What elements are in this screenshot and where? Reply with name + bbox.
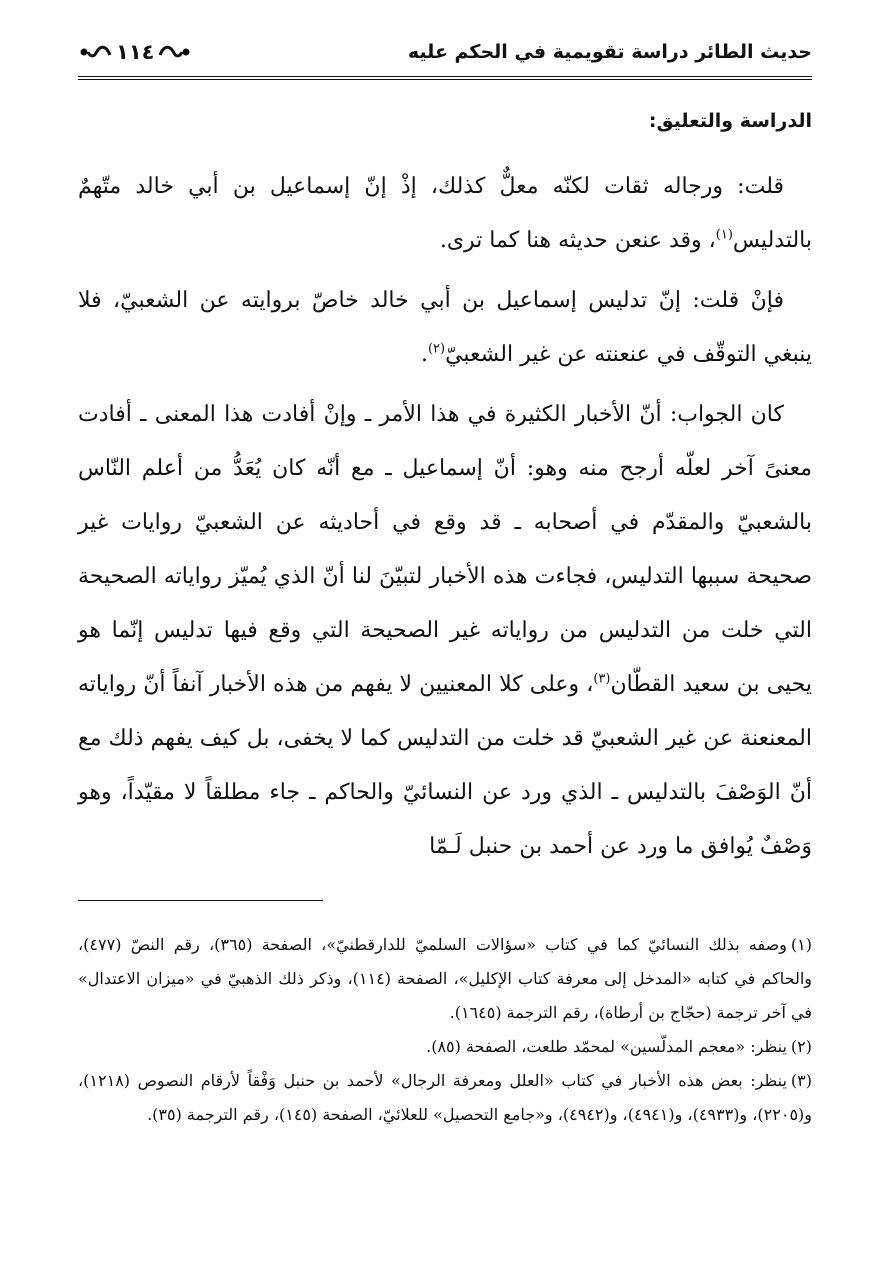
main-text: [78, 160, 812, 880]
footnote-number: (٣): [790, 1071, 812, 1090]
page-number: ١١٤: [116, 40, 155, 64]
footnote-number: (١): [790, 935, 813, 954]
footnote-ref: (١): [715, 227, 733, 243]
footnote: [78, 1030, 812, 1064]
paragraph-text: كان الجواب: أنّ الأخبار الكثيرة في هذا الأمر ـ وإنْ أفادت هذا المعنى ـ أفادت معنىً آخر لعلّه أرجح منه وهو: أنّ إسماعيل ـ مع أنّه كان يُعَدُّ من أعلم النّاس بالشعبيّ والمقدّم في أصحابه ـ قد وقع في أحاديثه عن الشعبيّ روايات غير صحيحة سببها التدليس، فجاءت هذه الأخبار لتبيّنَ لنا أنّ الذي يُميّز رواياته الصحيحة التي خلت من التدليس من رواياته غير الصحيحة التي وقع فيها تدليس إنّما هو يحيى بن سعيد القطّان: [78, 402, 813, 697]
footnotes: [78, 928, 812, 1132]
footnote: [78, 928, 812, 1030]
paragraph-text: قلت: ورجاله ثقات لكنّه معلٌّ كذلك، إذْ إنّ إسماعيل بن أبي خالد متّهمٌ بالتدليس: [78, 174, 812, 253]
paragraph: [78, 274, 812, 382]
paragraph-text: .: [420, 342, 428, 367]
section-heading: الدراسة والتعليق:: [648, 110, 812, 132]
footnote-text: وصفه بذلك النسائيّ كما في كتاب «سؤالات السلميّ للدارقطنيّ»، الصفحة (٣٦٥)، رقم النصّ (٤٧٧)، والحاكم في كتابه «المدخل إلى معرفة كتاب الإكليل»، الصفحة (١١٤)، وذكر ذلك الذهبيّ في «ميزان الاعتدال» في آخر ترجمة (حجّاج بن أرطاة)، رقم الترجمة (١٦٤٥).: [78, 935, 813, 1022]
paragraph-text: ، وقد عنعن حديثه هنا كما ترى.: [439, 228, 716, 253]
footnote-text: ينظر: «معجم المدلّسين» لمحمّد طلعت، الصفحة (٨٥).: [426, 1037, 787, 1056]
footnote-number: (٢): [790, 1037, 812, 1056]
header-rule: [78, 76, 812, 80]
ornament-icon: [158, 43, 192, 61]
footnote: [78, 1064, 812, 1132]
ornament-icon: [78, 43, 112, 61]
footnote-separator: [78, 900, 323, 901]
paragraph-text: فإنْ قلت: إنّ تدليس إسماعيل بن أبي خالد خاصّ بروايته عن الشعبيّ، فلا ينبغي التوقّف في عنعنته عن غير الشعبيّ: [78, 288, 812, 367]
footnote-text: ينظر: بعض هذه الأخبار في كتاب «العلل ومعرفة الرجال» لأحمد بن حنبل وَفْقاً لأرقام النصوص (١٢١٨)، و(٢٢٠٥)، و(٤٩٣٣)، و(٤٩٤١)، و(٤٩٤٢)، و«جامع التحصيل» للعلائيّ، الصفحة (١٤٥)، رقم الترجمة (٣٥).: [78, 1071, 812, 1124]
page-header: [78, 30, 812, 74]
running-title: حديث الطائر دراسة تقويمية في الحكم عليه: [407, 41, 812, 63]
paragraph: [78, 388, 812, 874]
footnote-ref: (٣): [593, 671, 611, 687]
paragraph: [78, 160, 812, 268]
paragraph-text: ، وعلى كلا المعنيين لا يفهم من هذه الأخبار آنفاً أنّ رواياته المعنعنة عن غير الشعبيّ قد خلت من التدليس كما لا يخفى، بل كيف يفهم ذلك مع أنّ الوَصْفَ بالتدليس ـ الذي ورد عن النسائيّ والحاكم ـ جاء مطلقاً لا مقيّداً، وهو وَصْفٌ يُوافق ما ورد عن أحمد بن حنبل لَـمّا: [78, 672, 812, 859]
footnote-ref: (٢): [427, 341, 446, 357]
page-number-block: [78, 40, 192, 64]
